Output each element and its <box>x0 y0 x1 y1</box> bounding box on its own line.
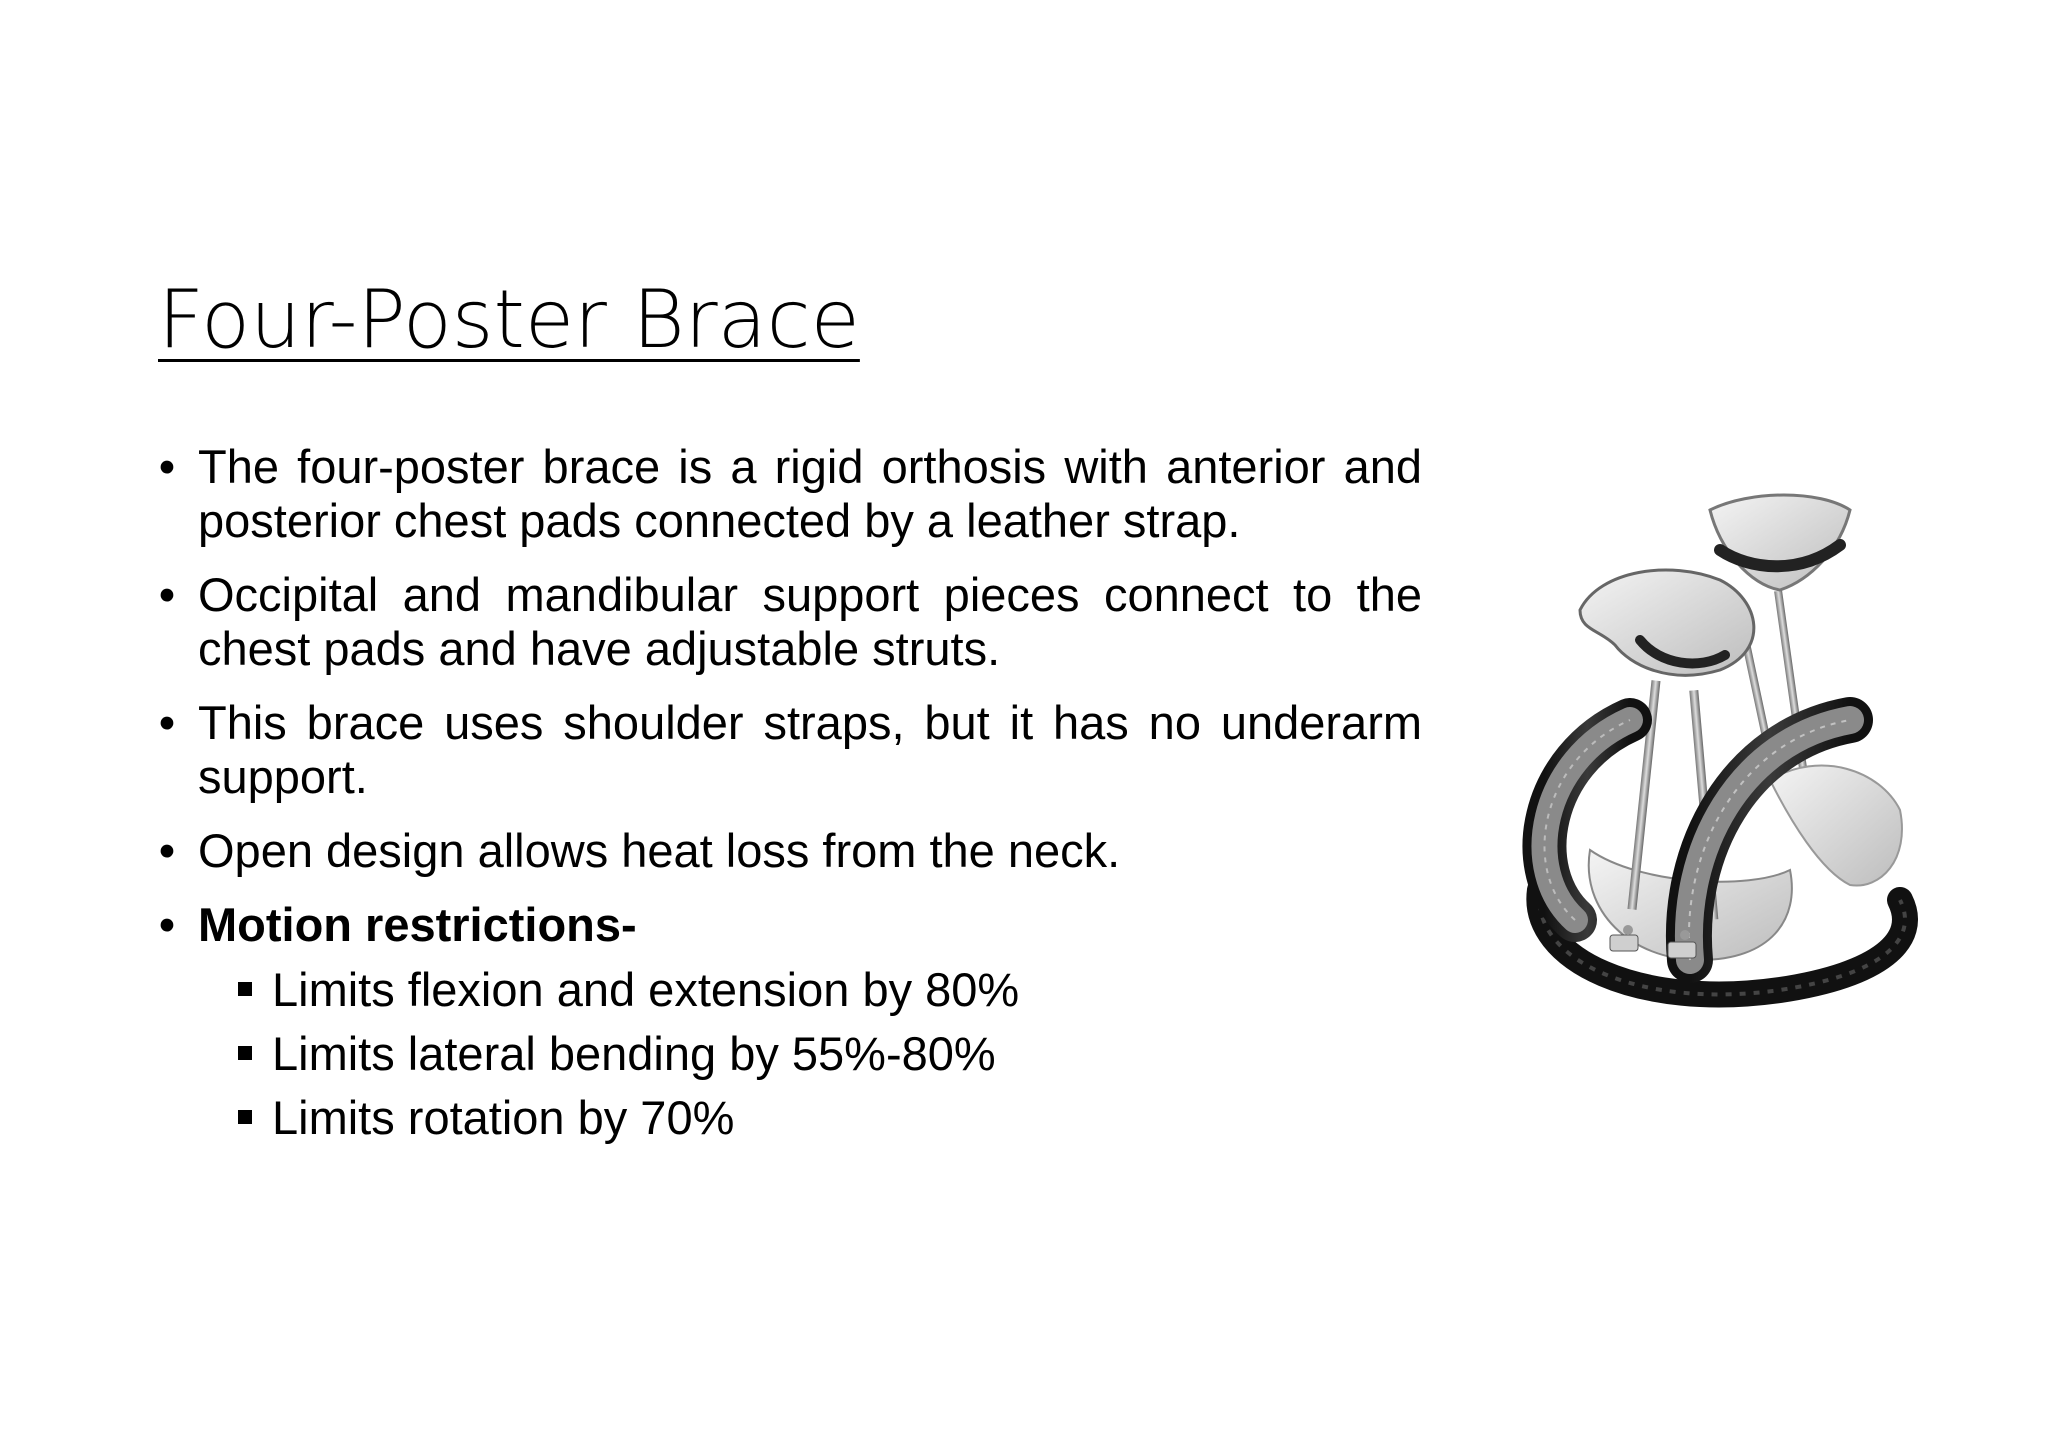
bullet-text-heading: Motion restrictions- <box>198 898 637 951</box>
sub-bullet-item <box>234 1022 1422 1086</box>
bullet-dot-icon: • <box>158 440 176 493</box>
bullet-dot-icon: • <box>158 696 176 749</box>
bullet-list <box>152 440 1422 1170</box>
bullet-text: This brace uses shoulder straps, but it has no underarm support. <box>198 696 1422 803</box>
bullet-dot-icon: • <box>158 898 176 951</box>
square-bullet-icon <box>238 1110 252 1124</box>
bullet-item <box>152 824 1422 878</box>
four-poster-brace-illustration <box>1520 490 1920 1070</box>
bullet-dot-icon: • <box>158 568 176 621</box>
square-bullet-icon <box>238 982 252 996</box>
sub-bullet-item <box>234 1086 1422 1150</box>
bullet-item <box>152 696 1422 804</box>
bullet-item <box>152 898 1422 1150</box>
sub-bullet-text: Limits rotation by 70% <box>272 1091 735 1144</box>
sub-bullet-text: Limits lateral bending by 55%-80% <box>272 1027 996 1080</box>
bullet-item <box>152 440 1422 548</box>
square-bullet-icon <box>238 1046 252 1060</box>
slide-title: Four-Poster Brace <box>158 273 860 366</box>
sub-bullet-text: Limits flexion and extension by 80% <box>272 963 1020 1016</box>
sub-bullet-list <box>198 958 1422 1150</box>
bullet-item <box>152 568 1422 676</box>
bullet-dot-icon: • <box>158 824 176 877</box>
sub-bullet-item <box>234 958 1422 1022</box>
bullet-text: Occipital and mandibular support pieces connect to the chest pads and have adjustable struts. <box>198 568 1422 675</box>
brace-image <box>1520 490 1920 1070</box>
bullet-text: Open design allows heat loss from the neck. <box>198 824 1121 877</box>
bullet-text: The four-poster brace is a rigid orthosis with anterior and posterior chest pads connected by a leather strap. <box>198 440 1422 547</box>
